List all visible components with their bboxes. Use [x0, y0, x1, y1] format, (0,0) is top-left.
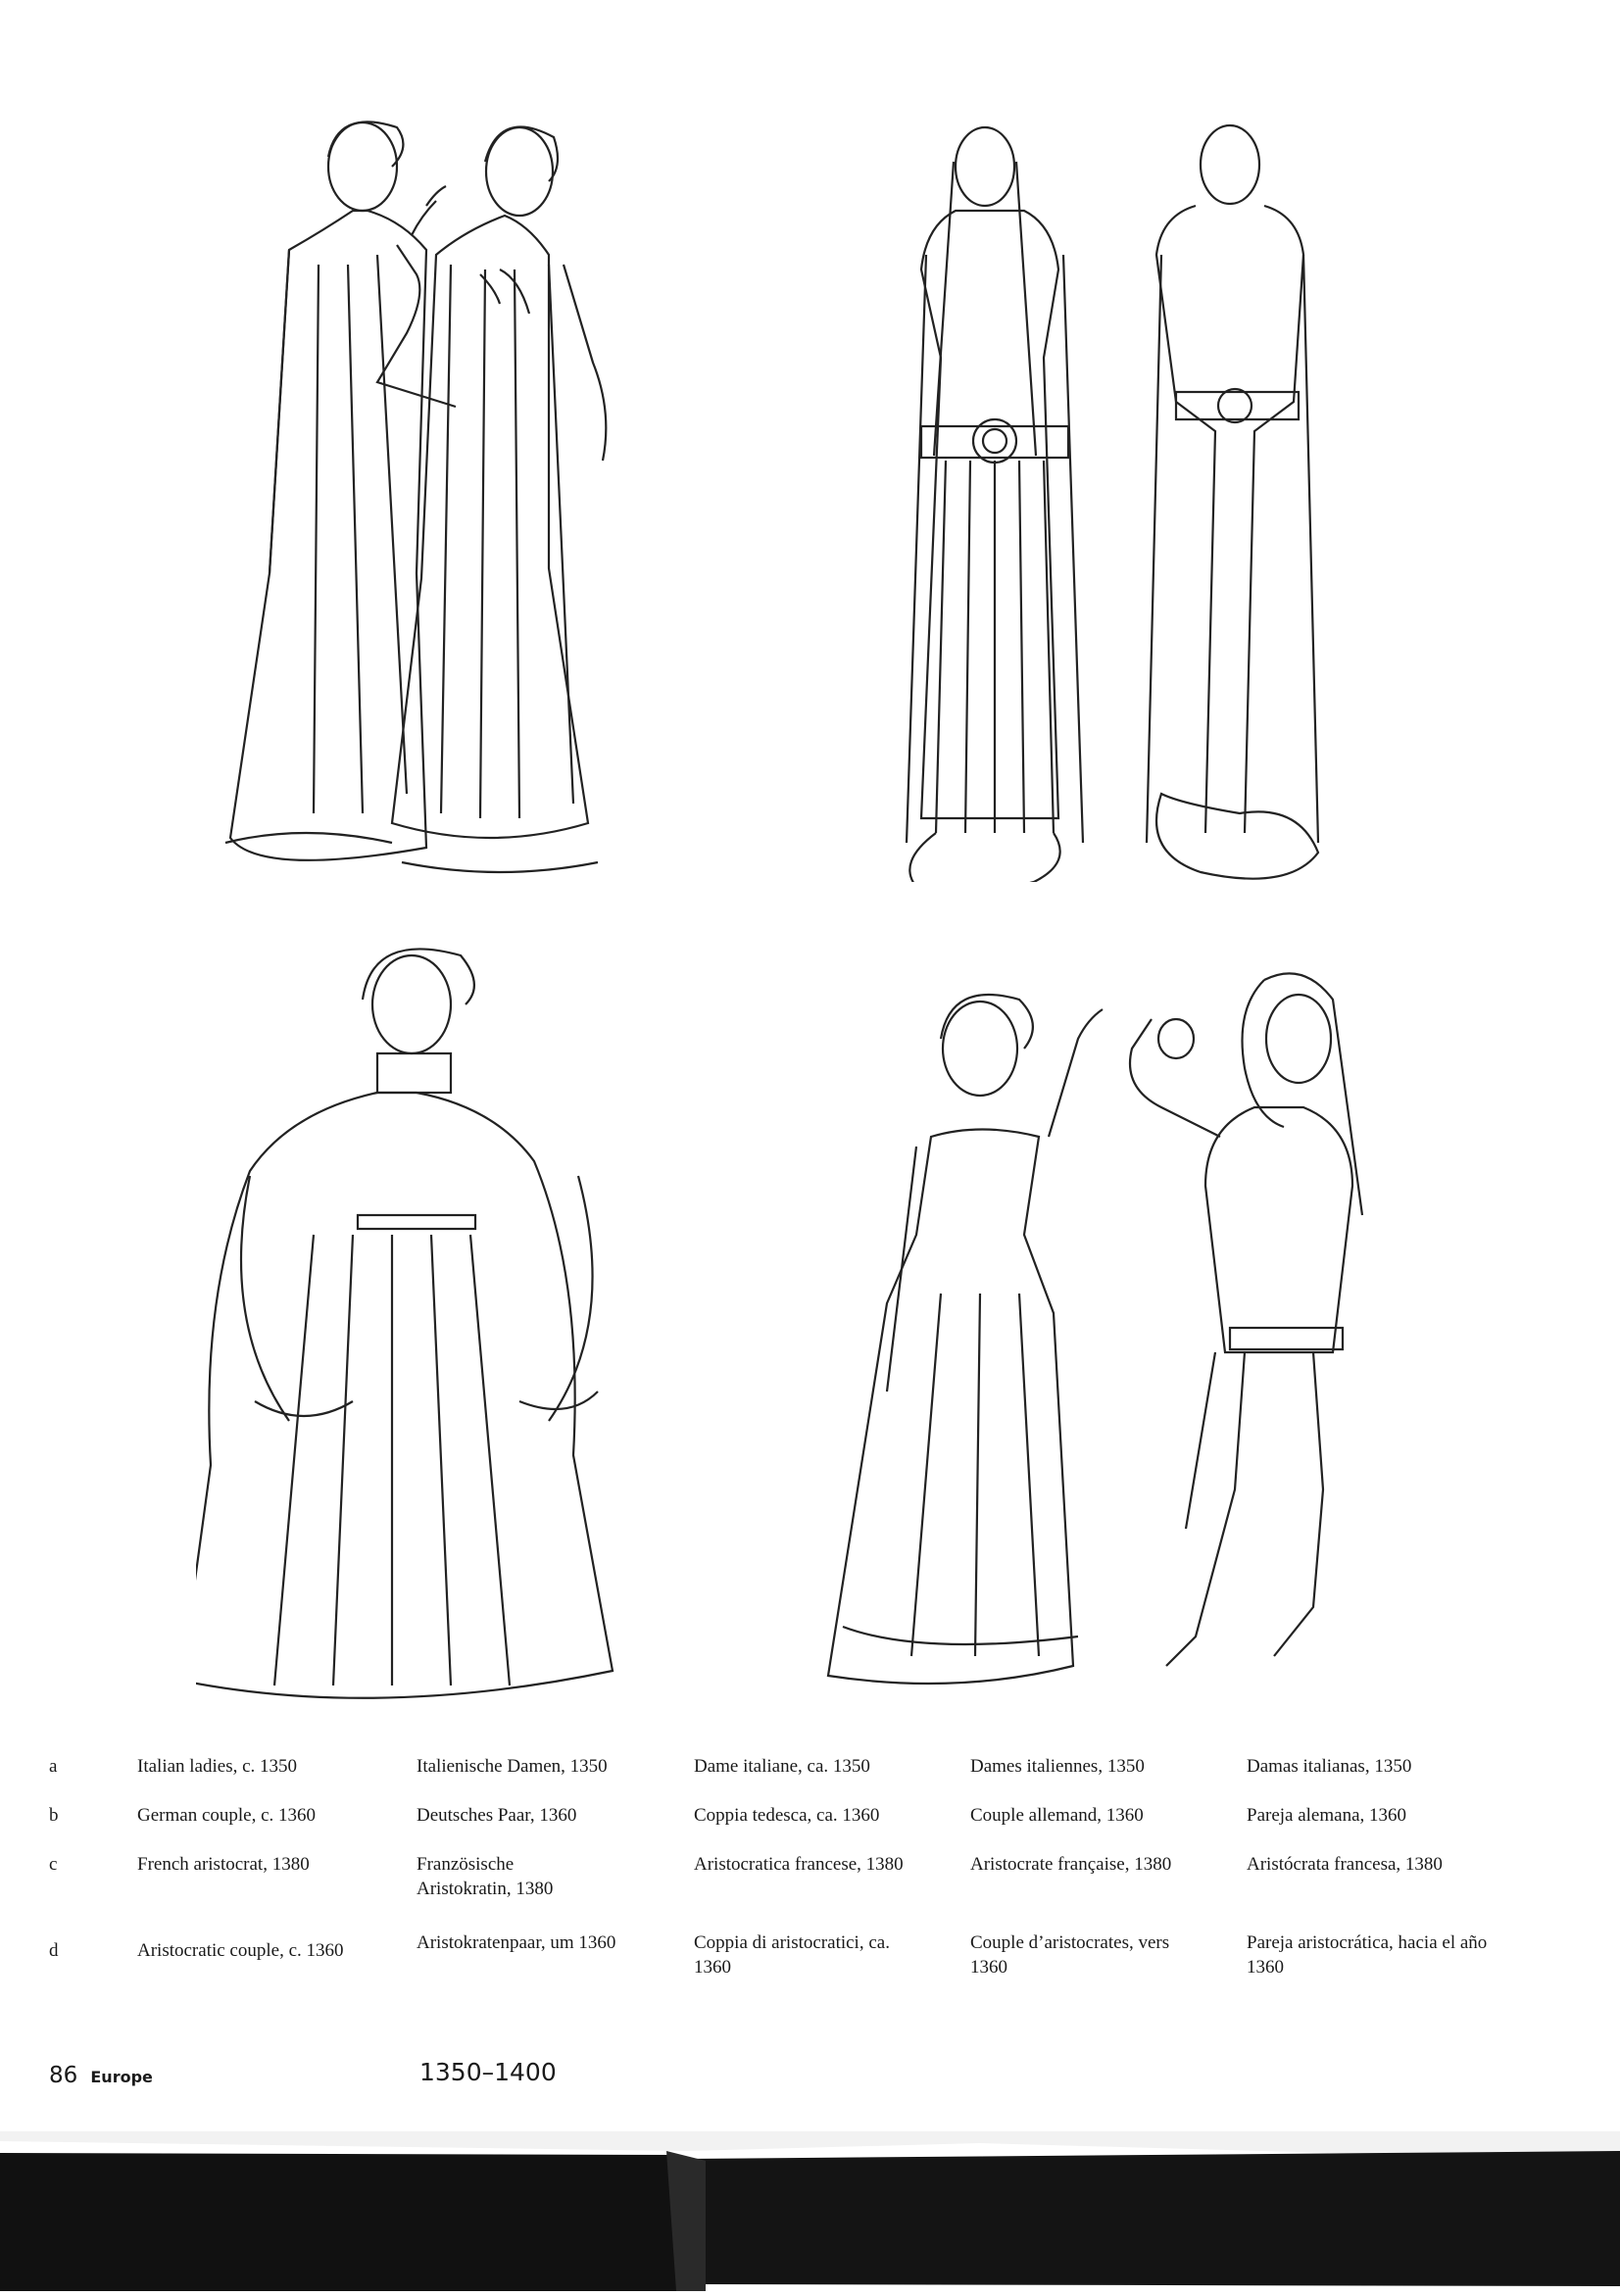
caption-english: Aristocratic couple, c. 1360	[137, 1940, 344, 1961]
caption-letter: c	[49, 1854, 58, 1875]
caption-french: Couple d’aristocrates, vers 1360	[970, 1932, 1170, 1978]
page-number: 86	[49, 2063, 78, 2088]
caption-french: Aristocrate française, 1380	[970, 1854, 1172, 1875]
page-folio	[49, 2063, 153, 2088]
caption-german: Französische Aristokratin, 1380	[417, 1854, 554, 1899]
section-name: Europe	[90, 2068, 153, 2086]
caption-french: Dames italiennes, 1350	[970, 1756, 1145, 1777]
caption-spanish: Damas italianas, 1350	[1247, 1756, 1412, 1777]
caption-german: Italienische Damen, 1350	[417, 1756, 608, 1777]
illustration-italian-ladies	[118, 98, 686, 882]
caption-spanish: Pareja aristocrática, hacia el año 1360	[1247, 1932, 1488, 1978]
caption-english: German couple, c. 1360	[137, 1805, 317, 1826]
caption-italian: Coppia di aristocratici, ca. 1360	[694, 1932, 890, 1978]
scan-edge-shadow	[0, 2131, 1620, 2291]
period-label: 1350–1400	[419, 2058, 557, 2086]
illustration-german-couple	[867, 108, 1377, 882]
caption-spanish: Pareja alemana, 1360	[1247, 1805, 1407, 1826]
illustration-aristocratic-couple	[823, 941, 1431, 1705]
caption-german: Deutsches Paar, 1360	[417, 1805, 577, 1826]
caption-letter: a	[49, 1756, 58, 1777]
caption-english: French aristocrat, 1380	[137, 1854, 310, 1875]
caption-letter: b	[49, 1805, 59, 1826]
caption-italian: Aristocratica francese, 1380	[694, 1854, 904, 1875]
caption-letter: d	[49, 1940, 59, 1961]
caption-italian: Coppia tedesca, ca. 1360	[694, 1805, 880, 1826]
caption-italian: Dame italiane, ca. 1350	[694, 1756, 870, 1777]
illustration-french-aristocrat	[196, 931, 666, 1715]
caption-spanish: Aristócrata francesa, 1380	[1247, 1854, 1443, 1875]
caption-french: Couple allemand, 1360	[970, 1805, 1144, 1826]
caption-english: Italian ladies, c. 1350	[137, 1756, 298, 1777]
caption-german: Aristokratenpaar, um 1360	[417, 1932, 616, 1953]
